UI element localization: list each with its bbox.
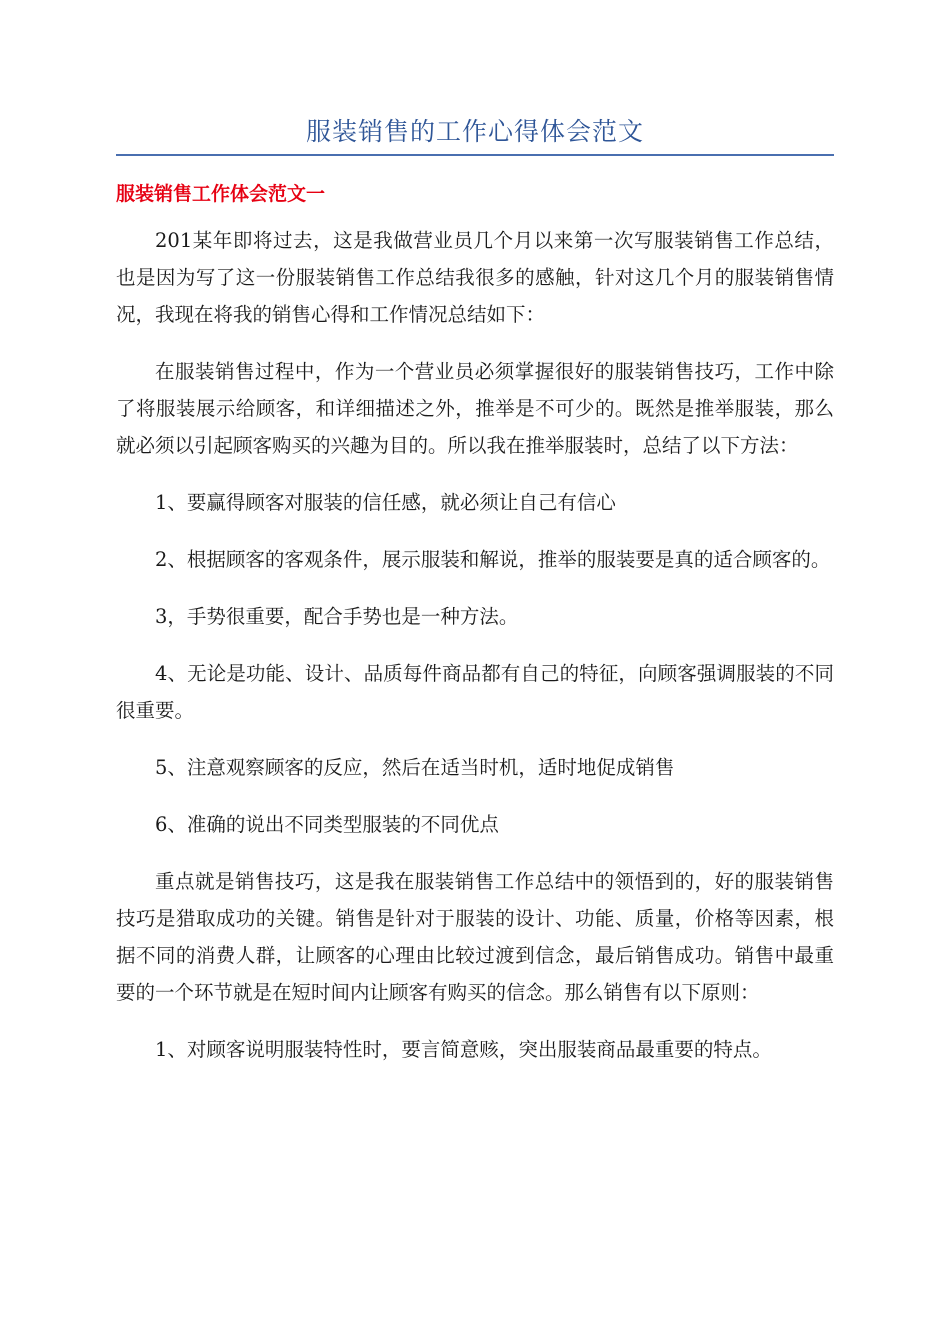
document-page xyxy=(116,0,834,1344)
paragraph-intro: 201某年即将过去，这是我做营业员几个月以来第一次写服装销售工作总结，也是因为写了这一份服装销售工作总结我很多的感触，针对这几个月的服装销售情况，我现在将我的销售心得和工作情况总结如下： xyxy=(116,229,834,326)
section-heading: 服装销售工作体会范文一 xyxy=(116,183,326,205)
document-title: 服装销售的工作心得体会范文 xyxy=(305,117,644,146)
document-body xyxy=(116,222,834,1088)
list-item-4: 4、无论是功能、设计、品质每件商品都有自己的特征，向顾客强调服装的不同很重要。 xyxy=(116,662,834,722)
list-item-2: 2、根据顾客的客观条件，展示服装和解说，推举的服装要是真的适合顾客的。 xyxy=(155,548,831,571)
principle-item-1: 1、对顾客说明服装特性时，要言简意赅，突出服装商品最重要的特点。 xyxy=(155,1038,772,1061)
list-item-6: 6、准确的说出不同类型服装的不同优点 xyxy=(155,813,499,836)
list-item-1: 1、要赢得顾客对服装的信任感，就必须让自己有信心 xyxy=(155,491,616,514)
paragraph-key-point: 重点就是销售技巧，这是我在服装销售工作总结中的领悟到的，好的服装销售技巧是猎取成功的关键。销售是针对于服装的设计、功能、质量，价格等因素，根据不同的消费人群，让顾客的心理由比较过渡到信念，最后销售成功。销售中最重要的一个环节就是在短时间内让顾客有购买的信念。那么销售有以下原则： xyxy=(116,870,834,1004)
list-item-5: 5、注意观察顾客的反应，然后在适当时机，适时地促成销售 xyxy=(155,756,675,779)
paragraph-methods: 在服装销售过程中，作为一个营业员必须掌握很好的服装销售技巧，工作中除了将服装展示给顾客，和详细描述之外，推举是不可少的。既然是推举服装，那么就必须以引起顾客购买的兴趣为目的。所以我在推举服装时，总结了以下方法： xyxy=(116,360,834,457)
list-item-3: 3，手势很重要，配合手势也是一种方法。 xyxy=(155,605,519,628)
title-underline xyxy=(116,154,834,156)
